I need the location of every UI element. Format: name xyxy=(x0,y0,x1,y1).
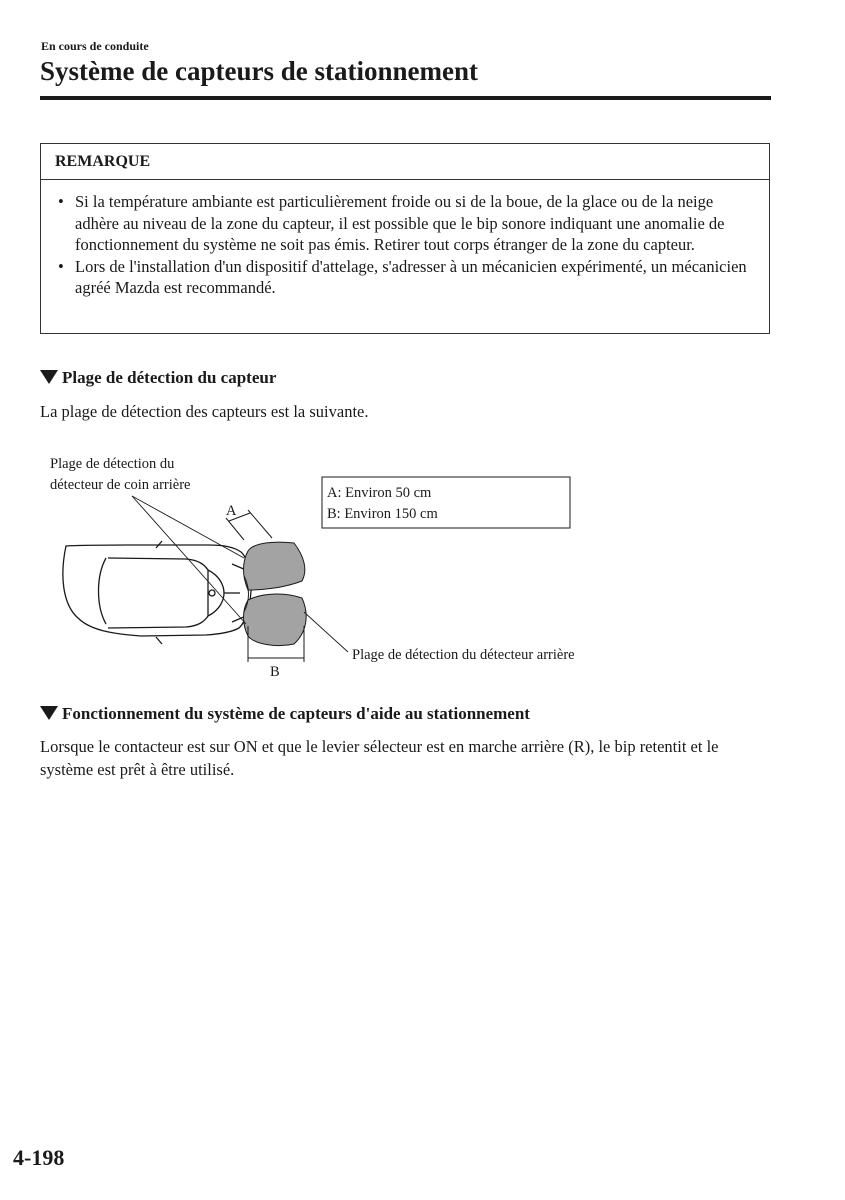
bullet-icon: • xyxy=(58,192,64,211)
detection-zone xyxy=(244,594,307,646)
dimension-a-label: A xyxy=(226,503,237,519)
corner-detection-label-line1: Plage de détection du xyxy=(50,456,175,472)
note-item xyxy=(58,191,759,256)
section-heading-operation xyxy=(40,703,530,725)
section-heading-text: Plage de détection du capteur xyxy=(62,368,277,387)
rear-corner-zone-lower xyxy=(244,594,307,646)
corner-detection-label-line2: détecteur de coin arrière xyxy=(50,477,191,493)
legend-a: A: Environ 50 cm xyxy=(327,485,432,501)
rear-detection-label: Plage de détection du détecteur arrière xyxy=(352,647,575,663)
page-number: 4-198 xyxy=(13,1145,65,1170)
section-heading-detection-range xyxy=(40,367,276,389)
rear-corner-zone-upper xyxy=(244,542,305,590)
sensor-range-diagram xyxy=(36,448,636,688)
note-list xyxy=(41,180,769,299)
bullet-icon: • xyxy=(58,256,64,276)
section-heading-text: Fonctionnement du système de capteurs d'aide au stationnement xyxy=(62,704,530,723)
triangle-down-icon xyxy=(40,370,58,384)
section-label: En cours de conduite xyxy=(41,39,149,53)
car-top-view-icon xyxy=(63,541,251,644)
triangle-down-icon xyxy=(40,706,58,720)
dimension-b-label: B xyxy=(270,664,280,680)
leader-lines xyxy=(132,496,348,652)
detection-zone xyxy=(244,542,305,590)
section-body-operation: Lorsque le contacteur est sur ON et que le levier sélecteur est en marche arrière (R), le bip retentit et le système est prêt à être utilisé. xyxy=(40,737,719,779)
note-box xyxy=(40,143,770,334)
note-item-text: Si la température ambiante est particulièrement froide ou si de la boue, de la glace ou de la neige adhère au niveau de la zone du capteur, il est possible que le bip sonore indiquant une anomalie de fonctionnement du système ne soit pas émis. Retirer tout corps étranger de la zone du capteur. xyxy=(75,192,725,254)
note-heading: REMARQUE xyxy=(41,144,769,180)
legend-b: B: Environ 150 cm xyxy=(327,506,438,522)
note-item xyxy=(58,256,759,299)
section-body-detection-range: La plage de détection des capteurs est la suivante. xyxy=(40,402,369,421)
note-item-text: Lors de l'installation d'un dispositif d'attelage, s'adresser à un mécanicien expérimenté, un mécanicien agréé Mazda est recommandé. xyxy=(75,256,747,297)
title-rule xyxy=(40,96,771,100)
page-title: Système de capteurs de stationnement xyxy=(40,56,478,86)
dimension-legend xyxy=(322,477,570,528)
